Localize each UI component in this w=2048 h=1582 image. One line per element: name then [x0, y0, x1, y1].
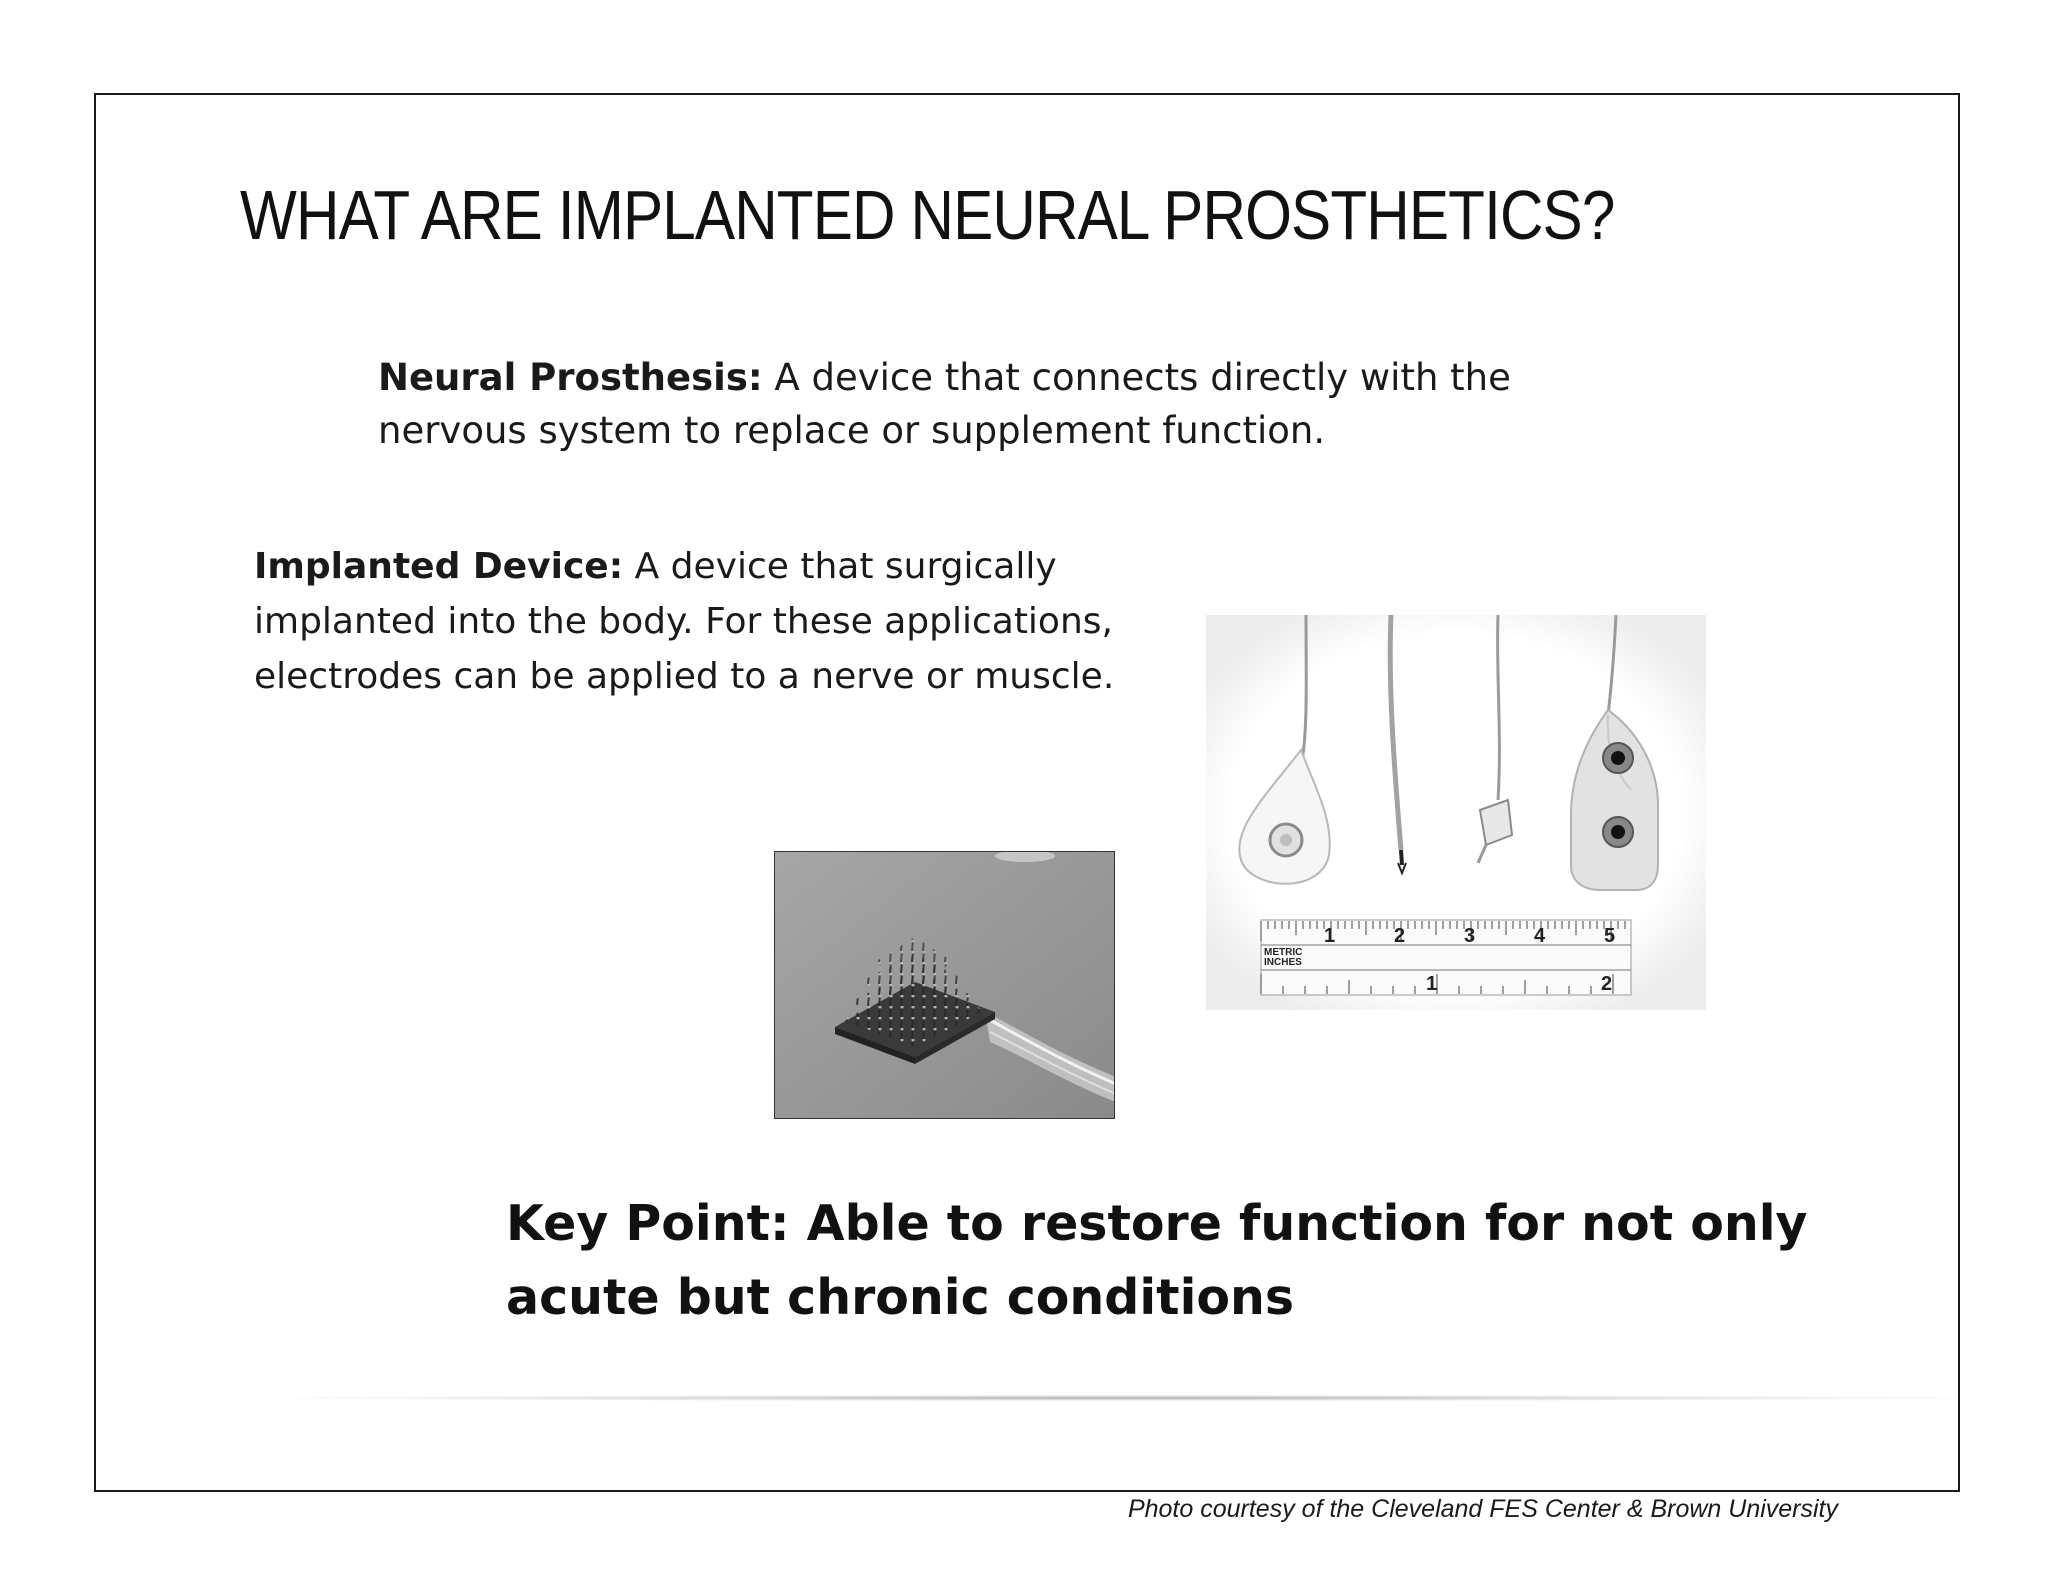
definition-neural-prosthesis — [378, 351, 1578, 457]
definition-term: Implanted Device: — [254, 546, 624, 587]
ruler-inches-label: INCHES — [1264, 957, 1302, 968]
microelectrode-array-image — [775, 852, 1115, 1119]
slide-frame — [94, 93, 1960, 1523]
divider-shadow — [296, 1395, 1956, 1401]
electrodes-ruler-photo — [1206, 615, 1706, 1010]
electrodes-image — [1206, 615, 1706, 1010]
microelectrode-array-photo — [774, 851, 1115, 1119]
ruler-cm-number: 3 — [1464, 925, 1476, 947]
definition-text: A device that surgically implanted into the body. For these applications, electrodes can be applied to a nerve or muscle. — [254, 546, 1115, 697]
photo-credit: Photo courtesy of the Cleveland FES Center & Brown University — [1127, 1495, 1838, 1523]
slide-title: WHAT ARE IMPLANTED NEURAL PROSTHETICS? — [240, 176, 1615, 254]
key-point: Key Point: Able to restore function for not only acute but chronic conditions — [506, 1195, 1808, 1326]
definition-implanted-device — [254, 539, 1134, 704]
ruler-inch-number: 2 — [1601, 973, 1613, 995]
definition-term: Neural Prosthesis: — [378, 356, 763, 399]
ruler-cm-number: 1 — [1324, 925, 1336, 947]
definition-text: A device that connects directly with the nervous system to replace or supplement function. — [378, 356, 1511, 452]
ruler-cm-number: 5 — [1604, 925, 1616, 947]
ruler — [1261, 920, 1631, 995]
ruler-metric-label: METRIC — [1264, 947, 1303, 958]
ruler-inch-number: 1 — [1426, 973, 1438, 995]
ruler-cm-number: 4 — [1534, 925, 1546, 947]
ruler-cm-number: 2 — [1394, 925, 1406, 947]
